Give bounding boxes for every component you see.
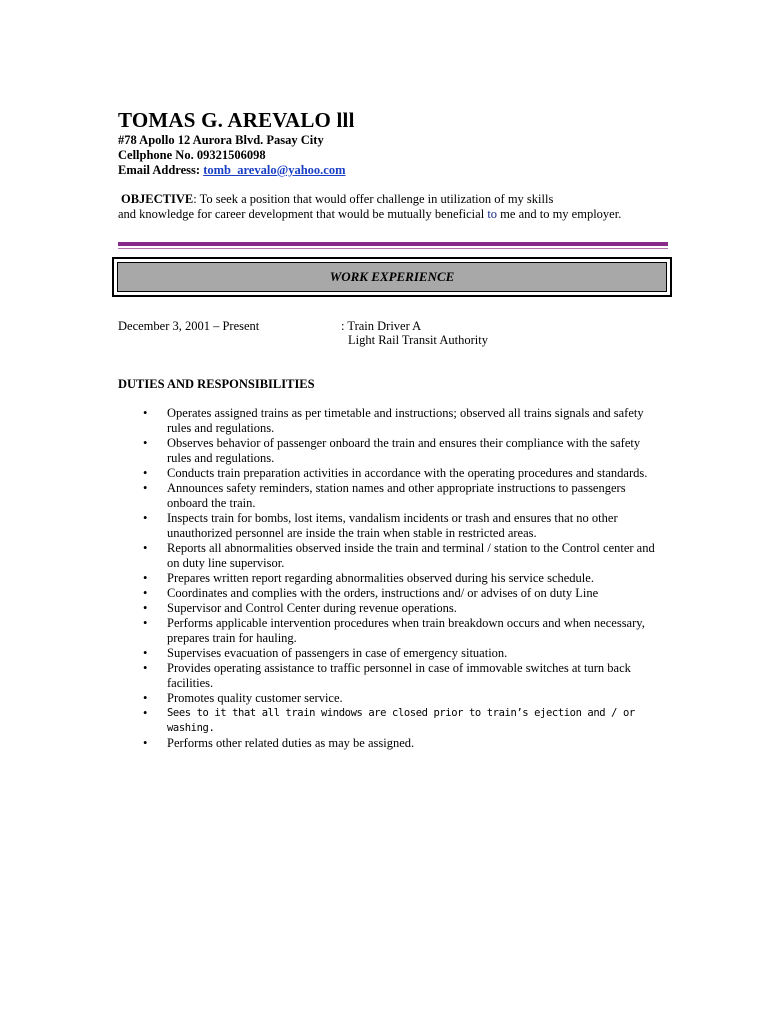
bullet-icon: • xyxy=(143,481,148,495)
objective-text-to: to xyxy=(487,207,498,221)
duty-item xyxy=(140,691,670,706)
duty-item xyxy=(140,406,670,436)
objective-paragraph xyxy=(118,192,678,222)
job-dates: December 3, 2001 – Present xyxy=(118,319,260,333)
bullet-icon: • xyxy=(143,406,148,420)
job-company: Light Rail Transit Authority xyxy=(348,333,488,347)
duties-heading: DUTIES AND RESPONSIBILITIES xyxy=(118,377,315,391)
duty-item xyxy=(140,736,670,751)
section-header-inner xyxy=(117,262,667,292)
duty-text-line: Supervises evacuation of passengers in case of emergency situation. xyxy=(167,646,508,660)
bullet-icon: • xyxy=(143,616,148,630)
duty-text-line: Conducts train preparation activities in accordance with the operating procedures and standards. xyxy=(167,466,648,480)
bullet-icon: • xyxy=(143,571,148,585)
job-title: : Train Driver A xyxy=(341,319,422,333)
bullet-icon: • xyxy=(143,691,148,705)
objective-line-1 xyxy=(118,192,678,207)
duty-text-line: Promotes quality customer service. xyxy=(167,691,343,705)
email-line xyxy=(118,163,346,178)
duty-text-line: Performs other related duties as may be assigned. xyxy=(167,736,415,750)
bullet-icon: • xyxy=(143,541,148,555)
objective-text-2b: me and to my employer. xyxy=(497,207,622,221)
objective-line-2 xyxy=(118,207,678,222)
duty-text-line: Sees to it that all train windows are closed prior to train’s ejection and / or washing. xyxy=(167,707,635,734)
duty-item xyxy=(140,511,670,541)
cellphone-line: Cellphone No. 09321506098 xyxy=(118,148,266,162)
duty-text-line: onboard the train. xyxy=(167,496,256,510)
objective-label: OBJECTIVE xyxy=(121,192,194,206)
bullet-icon: • xyxy=(143,586,148,600)
section-title-work-experience: WORK EXPERIENCE xyxy=(329,269,455,284)
duty-text-line: prepares train for hauling. xyxy=(167,631,297,645)
duty-item xyxy=(140,481,670,511)
duty-text-line: Performs applicable intervention procedures when train breakdown occurs and when necessary, xyxy=(167,616,645,630)
duty-text-line: Coordinates and complies with the orders, instructions and/ or advises of on duty Line xyxy=(167,586,599,600)
duty-item xyxy=(140,601,670,616)
duty-text-line: on duty line supervisor. xyxy=(167,556,285,570)
bullet-icon: • xyxy=(143,436,148,450)
duty-text-line: Supervisor and Control Center during revenue operations. xyxy=(167,601,457,615)
bullet-icon: • xyxy=(143,466,148,480)
contact-block xyxy=(118,133,346,178)
duty-text-line: Provides operating assistance to traffic personnel in case of immovable switches at turn back xyxy=(167,661,631,675)
duty-item xyxy=(140,616,670,646)
duty-text-line: unauthorized personnel are inside the train when stable in restricted areas. xyxy=(167,526,537,540)
duty-item xyxy=(140,661,670,691)
divider-thick xyxy=(118,242,668,246)
objective-text-2a: and knowledge for career development that would be mutually beneficial xyxy=(118,207,488,221)
bullet-icon: • xyxy=(143,736,148,750)
section-header-box xyxy=(112,257,672,297)
bullet-icon: • xyxy=(143,511,148,525)
applicant-name: TOMAS G. AREVALO lll xyxy=(118,108,355,132)
duty-text-line: Announces safety reminders, station names and other appropriate instructions to passengers xyxy=(167,481,626,495)
duty-item xyxy=(140,466,670,481)
duty-text-line: Inspects train for bombs, lost items, vandalism incidents or trash and ensures that no other xyxy=(167,511,618,525)
duty-item xyxy=(140,706,670,736)
duty-text-line: Reports all abnormalities observed inside the train and terminal / station to the Control center and xyxy=(167,541,655,555)
divider-thin xyxy=(118,248,668,249)
duty-item xyxy=(140,436,670,466)
objective-text-1: : To seek a position that would offer challenge in utilization of my skills xyxy=(193,192,554,206)
duty-text-line: rules and regulations. xyxy=(167,451,275,465)
duty-item xyxy=(140,541,670,571)
duty-text-line: rules and regulations. xyxy=(167,421,275,435)
duty-item xyxy=(140,586,670,601)
bullet-icon: • xyxy=(143,646,148,660)
duty-item xyxy=(140,646,670,661)
duties-list xyxy=(140,406,670,751)
email-link[interactable]: tomb_arevalo@yahoo.com xyxy=(203,163,346,177)
bullet-icon: • xyxy=(143,601,148,615)
bullet-icon: • xyxy=(143,661,148,675)
bullet-icon: • xyxy=(143,706,148,720)
email-label: Email Address: xyxy=(118,163,204,177)
duty-item xyxy=(140,571,670,586)
address-line: #78 Apollo 12 Aurora Blvd. Pasay City xyxy=(118,133,324,147)
duty-text-line: Prepares written report regarding abnormalities observed during his service schedule. xyxy=(167,571,594,585)
duty-text-line: Operates assigned trains as per timetable and instructions; observed all trains signals and safety xyxy=(167,406,644,420)
duty-text-line: Observes behavior of passenger onboard the train and ensures their compliance with the safety xyxy=(167,436,641,450)
duty-text-line: facilities. xyxy=(167,676,214,690)
